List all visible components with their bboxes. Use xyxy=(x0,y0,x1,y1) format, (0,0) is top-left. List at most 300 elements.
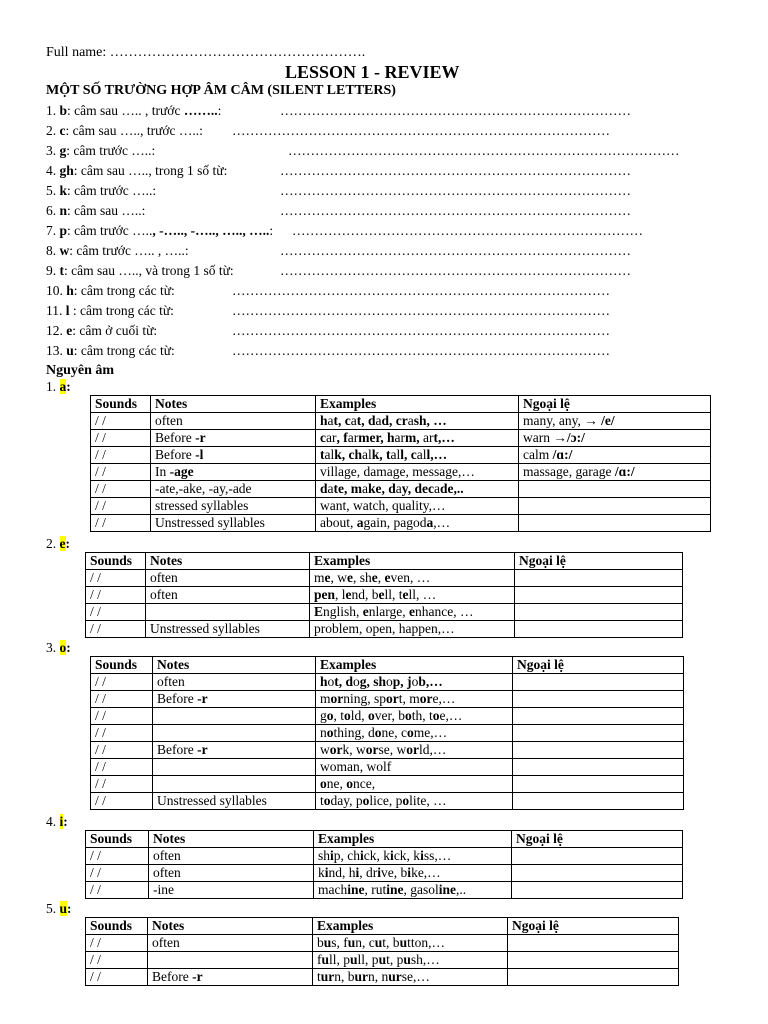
silent-rule-9 xyxy=(46,264,234,278)
example-text: t xyxy=(320,793,324,808)
example-text: m xyxy=(320,691,331,706)
notes-text: Before xyxy=(152,969,193,984)
section-number: 4. xyxy=(46,814,60,829)
example-text: t, d xyxy=(356,413,376,428)
example-text: u xyxy=(399,935,408,950)
example-text: o xyxy=(362,793,370,808)
header-examples: Examples xyxy=(310,553,515,570)
example-text: k, t xyxy=(371,447,391,462)
example-text: e xyxy=(324,570,331,585)
example-text: o xyxy=(407,725,414,740)
example-text: ven, … xyxy=(390,570,431,585)
notes-cell xyxy=(148,969,313,986)
example-text: e xyxy=(378,587,385,602)
sound-cell: / / xyxy=(91,725,153,742)
example-text: o xyxy=(411,674,419,689)
example-text: ,… xyxy=(433,515,451,530)
header-examples: Examples xyxy=(314,831,512,848)
header-examples: Examples xyxy=(316,396,519,413)
rule-answer-blank: …………………………………………………………………… xyxy=(280,163,631,178)
example-text: p, j xyxy=(392,674,412,689)
silent-rule-8 xyxy=(46,244,189,258)
page-title: LESSON 1 - REVIEW xyxy=(285,62,460,82)
example-text: ss,… xyxy=(423,848,452,863)
highlighted-vowel: i xyxy=(59,814,64,829)
example-text: l, c xyxy=(400,447,417,462)
examples-cell xyxy=(310,621,515,638)
rule-number: 4. xyxy=(46,163,60,178)
example-text: , sh xyxy=(353,570,372,585)
highlighted-vowel: o xyxy=(59,640,67,655)
silent-rule-12 xyxy=(46,324,157,338)
rule-colon: : xyxy=(269,223,274,238)
rule-answer-blank: ………………………………………………………………………… xyxy=(232,123,610,138)
notes-cell xyxy=(146,587,310,604)
example-text: g xyxy=(320,708,327,723)
example-text: ld, xyxy=(350,708,369,723)
example-text: ar xyxy=(347,430,359,445)
table-row xyxy=(91,708,684,725)
example-text: e xyxy=(402,587,409,602)
exception-text: →/ɔ:/ xyxy=(553,430,585,445)
table-row xyxy=(86,621,683,638)
example-text: nhance, … xyxy=(415,604,474,619)
silent-rule-3 xyxy=(46,144,155,158)
examples-cell xyxy=(316,498,519,515)
example-text: or xyxy=(386,691,399,706)
rule-letter: h xyxy=(66,283,74,298)
examples-cell xyxy=(316,515,519,532)
rule-number: 6. xyxy=(46,203,60,218)
rule-number: 5. xyxy=(46,183,60,198)
silent-rule-13 xyxy=(46,344,175,358)
example-text: al xyxy=(416,447,427,462)
table-row xyxy=(91,725,684,742)
example-text: t xyxy=(317,969,321,984)
table-row xyxy=(91,481,711,498)
example-text: te, m xyxy=(333,481,362,496)
example-text: u xyxy=(403,952,411,967)
example-text: y, dec xyxy=(401,481,435,496)
table-row xyxy=(91,515,711,532)
example-text: a xyxy=(350,413,357,428)
rule-number: 9. xyxy=(46,263,60,278)
examples-cell xyxy=(314,848,512,865)
table-header-row xyxy=(91,396,711,413)
example-text: or xyxy=(329,742,343,757)
header-notes: Notes xyxy=(153,657,316,674)
example-text: a xyxy=(426,515,434,530)
rule-colon: : xyxy=(217,103,222,118)
rule-letter: w xyxy=(59,243,70,258)
example-text: ck, k xyxy=(363,848,391,863)
example-text: m xyxy=(314,570,325,585)
examples-cell xyxy=(316,447,519,464)
exception-cell xyxy=(512,848,683,865)
exception-cell xyxy=(515,570,683,587)
rule-description: : câm sau ….. , trước xyxy=(67,103,184,118)
rule-number: 2. xyxy=(46,123,60,138)
examples-cell xyxy=(316,430,519,447)
section-number: 3. xyxy=(46,640,60,655)
example-text: ne, xyxy=(326,776,347,791)
example-text: t, d xyxy=(334,674,354,689)
example-text: u xyxy=(350,952,358,967)
exception-cell xyxy=(512,882,683,899)
example-text: i xyxy=(324,865,329,880)
rule-letter: u xyxy=(66,343,74,358)
rule-answer-blank: ………………………………………………………………………… xyxy=(232,283,610,298)
exception-text: calm xyxy=(523,447,553,462)
example-text: mach xyxy=(318,882,348,897)
example-text: t xyxy=(320,447,325,462)
example-text: e,… xyxy=(439,708,463,723)
section-colon: : xyxy=(67,901,72,916)
notes-cell xyxy=(148,952,313,969)
sound-cell: / / xyxy=(91,413,151,430)
header-exceptions: Ngoại lệ xyxy=(515,553,683,570)
rule-answer-blank: ………………………………………………………………………… xyxy=(232,303,610,318)
example-text: al xyxy=(390,447,401,462)
rule-letter: e xyxy=(66,323,73,338)
header-sounds: Sounds xyxy=(91,657,153,674)
example-text: o xyxy=(346,776,353,791)
vowel-section-label xyxy=(46,902,72,916)
example-text: d, cr xyxy=(381,413,408,428)
example-text: mer, h xyxy=(358,430,395,445)
rule-letter: k xyxy=(59,183,68,198)
rule-letter: c xyxy=(59,123,66,138)
example-text: e xyxy=(362,604,369,619)
table-row xyxy=(86,865,683,882)
examples-cell xyxy=(316,776,513,793)
notes-cell xyxy=(153,691,316,708)
notes-text: Unstressed syllables xyxy=(150,621,260,636)
table-row xyxy=(86,882,683,899)
example-text: a xyxy=(407,413,414,428)
rule-number: 1. xyxy=(46,103,60,118)
example-text: a xyxy=(395,481,402,496)
example-text: u xyxy=(378,952,387,967)
highlighted-vowel: a xyxy=(59,379,67,394)
silent-rule-7 xyxy=(46,224,273,238)
exception-cell xyxy=(519,464,711,481)
example-text: a xyxy=(375,413,382,428)
notes-text: -l xyxy=(195,447,204,462)
example-text: e xyxy=(409,604,416,619)
table-row xyxy=(86,935,679,952)
example-text: o xyxy=(344,708,351,723)
examples-cell xyxy=(316,708,513,725)
sound-cell: / / xyxy=(86,848,149,865)
table-row xyxy=(91,413,711,430)
example-text: ine xyxy=(347,882,365,897)
example-text: de,.. xyxy=(440,481,464,496)
examples-cell xyxy=(310,604,515,621)
silent-rule-6 xyxy=(46,204,145,218)
section-colon: : xyxy=(66,379,71,394)
rule-description: : câm ở cuối từ: xyxy=(72,323,158,338)
notes-cell xyxy=(153,776,316,793)
rule-description: : câm sau ….., và trong 1 số từ: xyxy=(64,263,234,278)
example-text: o xyxy=(402,793,410,808)
example-text: ke,… xyxy=(411,865,441,880)
example-text: th, t xyxy=(411,708,433,723)
notes-text: -r xyxy=(197,691,208,706)
table-row xyxy=(91,793,684,810)
example-text: e xyxy=(347,570,354,585)
rule-letter: l xyxy=(65,303,70,318)
example-text: , gasol xyxy=(403,882,439,897)
rule-number: 10. xyxy=(46,283,67,298)
examples-cell xyxy=(313,935,508,952)
exception-cell xyxy=(513,708,684,725)
example-text: , w xyxy=(330,570,348,585)
vowel-section-label xyxy=(46,537,70,551)
sound-cell: / / xyxy=(91,776,153,793)
example-text: k, ch xyxy=(334,447,363,462)
example-text: o xyxy=(320,776,327,791)
exception-cell xyxy=(513,725,684,742)
sound-cell: / / xyxy=(86,969,148,986)
examples-cell xyxy=(316,742,513,759)
vowel-table-a xyxy=(90,395,711,532)
exception-cell xyxy=(512,865,683,882)
table-header-row xyxy=(91,657,684,674)
table-row xyxy=(91,742,684,759)
example-text: t, c xyxy=(333,413,351,428)
sound-cell: / / xyxy=(86,935,148,952)
example-text: b xyxy=(317,935,324,950)
example-text: i xyxy=(355,865,360,880)
notes-text: -age xyxy=(169,464,194,479)
example-text: , l xyxy=(335,587,346,602)
example-text: ll, p xyxy=(357,952,379,967)
exception-cell xyxy=(513,793,684,810)
vowel-table-i xyxy=(85,830,683,899)
notes-text: often xyxy=(153,865,181,880)
example-text: n, n xyxy=(368,969,389,984)
example-text: lice, p xyxy=(369,793,403,808)
rule-number: 8. xyxy=(46,243,60,258)
notes-cell xyxy=(146,621,310,638)
section-colon: : xyxy=(65,536,70,551)
exception-text: /ɑ:/ xyxy=(552,447,573,462)
rule-answer-blank: …………………………………………………………………… xyxy=(280,263,631,278)
rule-letter: t xyxy=(59,263,64,278)
example-text: E xyxy=(314,604,324,619)
example-text: woman, wolf xyxy=(320,759,392,774)
example-text: ll, t xyxy=(384,587,403,602)
vowels-heading: Nguyên âm xyxy=(46,363,115,378)
rule-letter: n xyxy=(59,203,68,218)
example-text: u xyxy=(323,935,332,950)
rule-answer-blank: …………………………………………………………………… xyxy=(280,203,631,218)
header-exceptions: Ngoại lệ xyxy=(519,396,711,413)
rule-bold-blank: , -….., -….., ….., ….. xyxy=(152,223,270,238)
example-text: b,… xyxy=(418,674,443,689)
notes-cell xyxy=(153,742,316,759)
example-text: l,… xyxy=(426,447,448,462)
notes-cell xyxy=(151,413,316,430)
table-header-row xyxy=(86,553,683,570)
example-text: a xyxy=(327,481,334,496)
table-row xyxy=(91,430,711,447)
example-text: n, b xyxy=(334,969,355,984)
header-examples: Examples xyxy=(316,657,513,674)
exception-cell xyxy=(519,430,711,447)
examples-cell xyxy=(310,587,515,604)
notes-cell xyxy=(153,708,316,725)
example-text: , dr xyxy=(359,865,378,880)
rule-description: : câm trong các từ: xyxy=(73,343,175,358)
section-colon: : xyxy=(63,814,68,829)
example-text: f xyxy=(317,952,322,967)
example-text: ld,… xyxy=(419,742,447,757)
notes-text: Unstressed syllables xyxy=(157,793,267,808)
section-number: 1. xyxy=(46,379,60,394)
exception-cell xyxy=(519,481,711,498)
vowel-section-label xyxy=(46,641,71,655)
example-text: o xyxy=(404,708,412,723)
exception-cell xyxy=(519,498,711,515)
table-row xyxy=(86,969,679,986)
sound-cell: / / xyxy=(91,674,153,691)
header-examples: Examples xyxy=(313,918,508,935)
example-text: sh, … xyxy=(413,413,447,428)
example-text: ar xyxy=(394,430,405,445)
rule-number: 3. xyxy=(46,143,60,158)
notes-text: -ate,-ake, -ay,-ade xyxy=(155,481,252,496)
table-row xyxy=(86,570,683,587)
example-text: n xyxy=(320,725,327,740)
example-text: ning, sp xyxy=(343,691,387,706)
table-row xyxy=(91,691,684,708)
table-row xyxy=(86,587,683,604)
examples-cell xyxy=(313,952,508,969)
section-number: 5. xyxy=(46,901,60,916)
example-text: u xyxy=(321,952,330,967)
example-text: e xyxy=(371,570,378,585)
examples-cell xyxy=(316,793,513,810)
header-notes: Notes xyxy=(151,396,316,413)
example-text: o xyxy=(327,674,335,689)
example-text: thing, d xyxy=(333,725,375,740)
example-text: s, f xyxy=(331,935,348,950)
example-text: h xyxy=(320,674,328,689)
example-text: c xyxy=(320,430,326,445)
section-number: 2. xyxy=(46,536,60,551)
table-row xyxy=(86,604,683,621)
rule-letter: p xyxy=(59,223,68,238)
silent-letters-heading: MỘT SỐ TRƯỜNG HỢP ÂM CÂM (SILENT LETTERS) xyxy=(46,83,396,98)
vowel-section-label xyxy=(46,815,68,829)
example-text: me,… xyxy=(413,725,448,740)
exception-cell xyxy=(515,621,683,638)
example-text: a xyxy=(434,481,441,496)
notes-cell xyxy=(148,935,313,952)
example-text: ar xyxy=(326,430,337,445)
example-text: i xyxy=(407,865,412,880)
examples-cell xyxy=(314,865,512,882)
sound-cell: / / xyxy=(91,691,153,708)
rule-description: : câm trước ….. , …..: xyxy=(69,243,189,258)
rule-answer-blank: ………………………………………………………………………… xyxy=(232,343,610,358)
section-colon: : xyxy=(66,640,71,655)
exception-text: → /e/ xyxy=(584,413,615,428)
silent-rule-2 xyxy=(46,124,203,138)
table-row xyxy=(91,776,684,793)
vowel-table-u xyxy=(85,917,679,986)
example-text: se,… xyxy=(401,969,430,984)
silent-rule-11 xyxy=(46,304,174,318)
example-text: sh xyxy=(318,848,331,863)
notes-text: -r xyxy=(192,969,203,984)
sound-cell: / / xyxy=(86,570,146,587)
examples-cell xyxy=(316,759,513,776)
example-text: ine xyxy=(386,882,404,897)
exception-cell xyxy=(515,587,683,604)
examples-cell xyxy=(316,725,513,742)
exception-cell xyxy=(519,413,711,430)
example-text: nce, xyxy=(353,776,376,791)
notes-cell xyxy=(151,430,316,447)
highlighted-vowel: e xyxy=(59,536,66,551)
notes-cell xyxy=(149,848,314,865)
exception-cell xyxy=(515,604,683,621)
exception-cell xyxy=(513,759,684,776)
notes-cell xyxy=(153,759,316,776)
notes-text: stressed syllables xyxy=(155,498,249,513)
exception-cell xyxy=(508,935,679,952)
example-text: ck, k xyxy=(393,848,421,863)
example-text: lite, … xyxy=(409,793,447,808)
example-text: o xyxy=(326,708,334,723)
example-text: t,… xyxy=(433,430,455,445)
full-name-line: Full name: ………………………………………………. xyxy=(46,45,366,60)
example-text: ur xyxy=(388,969,402,984)
example-text: o xyxy=(432,708,440,723)
exception-cell xyxy=(513,674,684,691)
notes-text: Before xyxy=(157,742,198,757)
example-text: k, w xyxy=(342,742,366,757)
notes-cell xyxy=(146,570,310,587)
rule-description: : câm trước …..: xyxy=(66,143,156,158)
notes-text: -ine xyxy=(153,882,174,897)
examples-cell xyxy=(316,481,519,498)
exception-cell xyxy=(508,969,679,986)
rule-description: : câm trước ….. xyxy=(67,223,153,238)
rule-description: : câm trong các từ: xyxy=(73,283,175,298)
exception-text: massage, garage xyxy=(523,464,615,479)
rule-answer-blank: …………………………………………………………………… xyxy=(280,183,631,198)
notes-text: often xyxy=(150,570,178,585)
rule-answer-blank: …………………………………………………………………… xyxy=(280,103,631,118)
example-text: problem, open, happen,… xyxy=(314,621,455,636)
example-text: e,… xyxy=(432,691,456,706)
example-text: o xyxy=(368,708,375,723)
example-text: ke, d xyxy=(368,481,396,496)
table-row xyxy=(91,447,711,464)
rule-number: 11. xyxy=(46,303,66,318)
table-row xyxy=(91,498,711,515)
notes-text: often xyxy=(153,848,181,863)
notes-cell xyxy=(146,604,310,621)
example-text: ur xyxy=(320,969,335,984)
sound-cell: / / xyxy=(91,447,151,464)
examples-cell xyxy=(316,691,513,708)
example-text: , rut xyxy=(364,882,387,897)
